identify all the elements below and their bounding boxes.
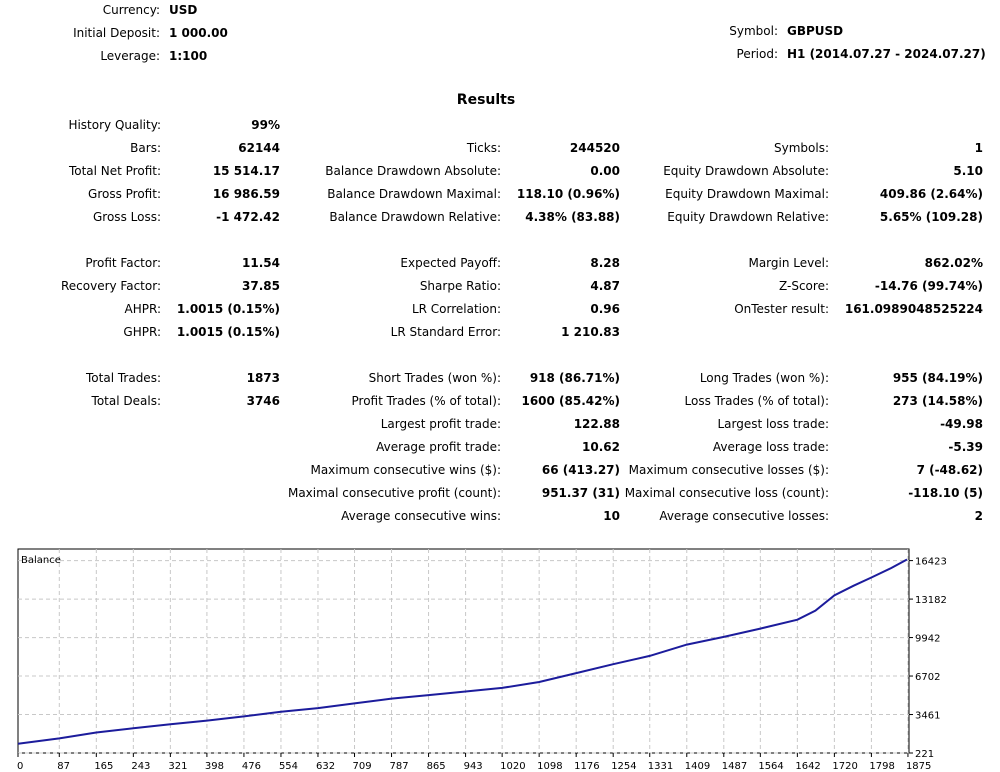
x-tick-label: 554 bbox=[278, 761, 299, 772]
stat-label: Largest loss trade: bbox=[717, 417, 829, 431]
header-value: 1 000.00 bbox=[169, 26, 228, 40]
x-tick-label: 398 bbox=[204, 761, 225, 772]
stat-value: -49.98 bbox=[940, 417, 983, 431]
stat-value: 122.88 bbox=[573, 417, 620, 431]
header-label: Period: bbox=[736, 47, 778, 61]
stat-value: 951.37 (31) bbox=[541, 486, 620, 500]
stat-label: Maximum consecutive wins ($): bbox=[310, 463, 501, 477]
stat-label: Maximum consecutive losses ($): bbox=[628, 463, 829, 477]
stat-label: Maximal consecutive profit (count): bbox=[287, 486, 501, 500]
x-tick-label: 476 bbox=[241, 761, 262, 772]
stat-value: 5.65% (109.28) bbox=[879, 210, 983, 224]
stat-value: -1 472.42 bbox=[216, 210, 280, 224]
stat-label: Balance Drawdown Absolute: bbox=[325, 164, 501, 178]
stat-label: Z-Score: bbox=[779, 279, 829, 293]
results-title: Results bbox=[456, 92, 516, 108]
stat-value: 99% bbox=[251, 118, 280, 132]
stat-value: 409.86 (2.64%) bbox=[879, 187, 983, 201]
stat-label: Largest profit trade: bbox=[380, 417, 501, 431]
stat-value: -118.10 (5) bbox=[908, 486, 983, 500]
y-tick-label: 221 bbox=[915, 749, 935, 760]
stat-label: Total Net Profit: bbox=[68, 164, 161, 178]
stat-value: 1 bbox=[974, 141, 983, 155]
stat-value: 11.54 bbox=[242, 256, 280, 270]
stat-label: Total Trades: bbox=[86, 371, 161, 385]
stat-value: 16 986.59 bbox=[212, 187, 280, 201]
stat-value: 37.85 bbox=[242, 279, 280, 293]
x-tick-label: 787 bbox=[389, 761, 409, 772]
x-tick-label: 1720 bbox=[832, 761, 858, 772]
y-tick-label: 13182 bbox=[915, 595, 947, 607]
stat-label: GHPR: bbox=[123, 325, 161, 339]
x-tick-label: 1487 bbox=[721, 761, 748, 772]
stat-label: Average loss trade: bbox=[712, 440, 829, 454]
x-tick-label: 1254 bbox=[611, 761, 637, 772]
stat-value: 3746 bbox=[246, 394, 280, 408]
stat-label: Balance Drawdown Maximal: bbox=[327, 187, 501, 201]
x-tick-label: 1875 bbox=[905, 761, 932, 772]
stat-value: 5.10 bbox=[953, 164, 983, 178]
header-value: H1 (2014.07.27 - 2024.07.27) bbox=[787, 47, 986, 61]
stat-value: 0.96 bbox=[590, 302, 620, 316]
header-value: GBPUSD bbox=[787, 24, 844, 38]
stat-label: Long Trades (won %): bbox=[699, 371, 829, 385]
stat-value: 1.0015 (0.15%) bbox=[176, 302, 280, 316]
x-tick-label: 865 bbox=[426, 761, 446, 772]
stat-label: AHPR: bbox=[124, 302, 161, 316]
x-tick-label: 632 bbox=[315, 761, 336, 772]
stat-value: 10 bbox=[603, 509, 620, 523]
x-tick-label: 87 bbox=[57, 761, 71, 772]
x-tick-label: 1176 bbox=[574, 761, 600, 772]
stat-label: OnTester result: bbox=[734, 302, 829, 316]
stat-label: Short Trades (won %): bbox=[368, 371, 501, 385]
stat-label: Average profit trade: bbox=[376, 440, 501, 454]
stat-label: Equity Drawdown Relative: bbox=[667, 210, 829, 224]
x-tick-label: 709 bbox=[352, 761, 372, 772]
y-tick-label: 9942 bbox=[915, 633, 941, 645]
stat-value: 955 (84.19%) bbox=[892, 371, 983, 385]
stat-value: -5.39 bbox=[948, 440, 983, 454]
x-tick-label: 1642 bbox=[795, 761, 821, 772]
stat-label: Gross Loss: bbox=[93, 210, 161, 224]
stat-value: 4.38% (83.88) bbox=[525, 210, 620, 224]
stat-label: Maximal consecutive loss (count): bbox=[624, 486, 829, 500]
stat-value: 62144 bbox=[238, 141, 280, 155]
stat-label: Ticks: bbox=[466, 141, 501, 155]
x-axis-ticks bbox=[17, 753, 931, 772]
x-tick-label: 243 bbox=[131, 761, 151, 772]
x-tick-label: 1020 bbox=[500, 761, 526, 772]
stat-label: Equity Drawdown Absolute: bbox=[663, 164, 829, 178]
x-tick-label: 0 bbox=[17, 761, 24, 772]
x-tick-label: 1098 bbox=[537, 761, 563, 772]
x-tick-label: 321 bbox=[168, 761, 188, 772]
stat-value: 0.00 bbox=[590, 164, 620, 178]
x-tick-label: 1798 bbox=[869, 761, 895, 772]
y-axis-ticks bbox=[909, 557, 947, 760]
x-tick-label: 1564 bbox=[758, 761, 784, 772]
stat-value: 10.62 bbox=[582, 440, 620, 454]
stat-label: Sharpe Ratio: bbox=[419, 279, 501, 293]
stat-label: Expected Payoff: bbox=[400, 256, 501, 270]
stat-label: Loss Trades (% of total): bbox=[684, 394, 829, 408]
stat-value: 118.10 (0.96%) bbox=[516, 187, 620, 201]
stat-value: 1 210.83 bbox=[561, 325, 620, 339]
stat-label: Balance Drawdown Relative: bbox=[329, 210, 501, 224]
stat-label: Bars: bbox=[130, 141, 161, 155]
stat-label: Equity Drawdown Maximal: bbox=[665, 187, 829, 201]
header-label: Currency: bbox=[102, 3, 160, 17]
x-tick-label: 1331 bbox=[647, 761, 674, 772]
stat-value: 15 514.17 bbox=[212, 164, 280, 178]
x-tick-label: 1409 bbox=[684, 761, 711, 772]
balance-chart bbox=[0, 546, 1000, 772]
stat-value: 66 (413.27) bbox=[541, 463, 620, 477]
stat-value: 4.87 bbox=[590, 279, 620, 293]
stat-label: Average consecutive losses: bbox=[659, 509, 829, 523]
header-label: Leverage: bbox=[100, 49, 160, 63]
header-label: Initial Deposit: bbox=[73, 26, 160, 40]
stat-label: LR Correlation: bbox=[411, 302, 501, 316]
stat-value: 161.0989048525224 bbox=[844, 302, 983, 316]
stat-value: 1873 bbox=[246, 371, 280, 385]
stat-value: 862.02% bbox=[924, 256, 983, 270]
header-value: 1:100 bbox=[169, 49, 208, 63]
y-tick-label: 3461 bbox=[915, 710, 941, 722]
x-tick-label: 943 bbox=[463, 761, 483, 772]
stat-value: -14.76 (99.74%) bbox=[874, 279, 983, 293]
stat-label: Total Deals: bbox=[91, 394, 161, 408]
stat-label: Symbols: bbox=[774, 141, 829, 155]
header-value: USD bbox=[169, 3, 198, 17]
chart-title: Balance bbox=[21, 555, 61, 566]
stat-label: Margin Level: bbox=[748, 256, 829, 270]
stat-label: Gross Profit: bbox=[88, 187, 161, 201]
stat-value: 2 bbox=[974, 509, 983, 523]
stat-value: 1600 (85.42%) bbox=[521, 394, 620, 408]
stat-label: Average consecutive wins: bbox=[341, 509, 501, 523]
stat-label: Recovery Factor: bbox=[60, 279, 161, 293]
stat-value: 7 (-48.62) bbox=[916, 463, 983, 477]
stat-label: History Quality: bbox=[68, 118, 161, 132]
stat-label: Profit Factor: bbox=[85, 256, 161, 270]
stat-value: 918 (86.71%) bbox=[529, 371, 620, 385]
stat-label: LR Standard Error: bbox=[390, 325, 501, 339]
y-tick-label: 6702 bbox=[915, 672, 941, 684]
stat-value: 244520 bbox=[569, 141, 620, 155]
stat-value: 8.28 bbox=[590, 256, 620, 270]
y-tick-label: 16423 bbox=[915, 556, 947, 568]
chart-plot-area bbox=[18, 549, 909, 753]
header-label: Symbol: bbox=[729, 24, 778, 38]
stat-label: Profit Trades (% of total): bbox=[351, 394, 501, 408]
stat-value: 1.0015 (0.15%) bbox=[176, 325, 280, 339]
stat-value: 273 (14.58%) bbox=[892, 394, 983, 408]
x-tick-label: 165 bbox=[94, 761, 114, 772]
